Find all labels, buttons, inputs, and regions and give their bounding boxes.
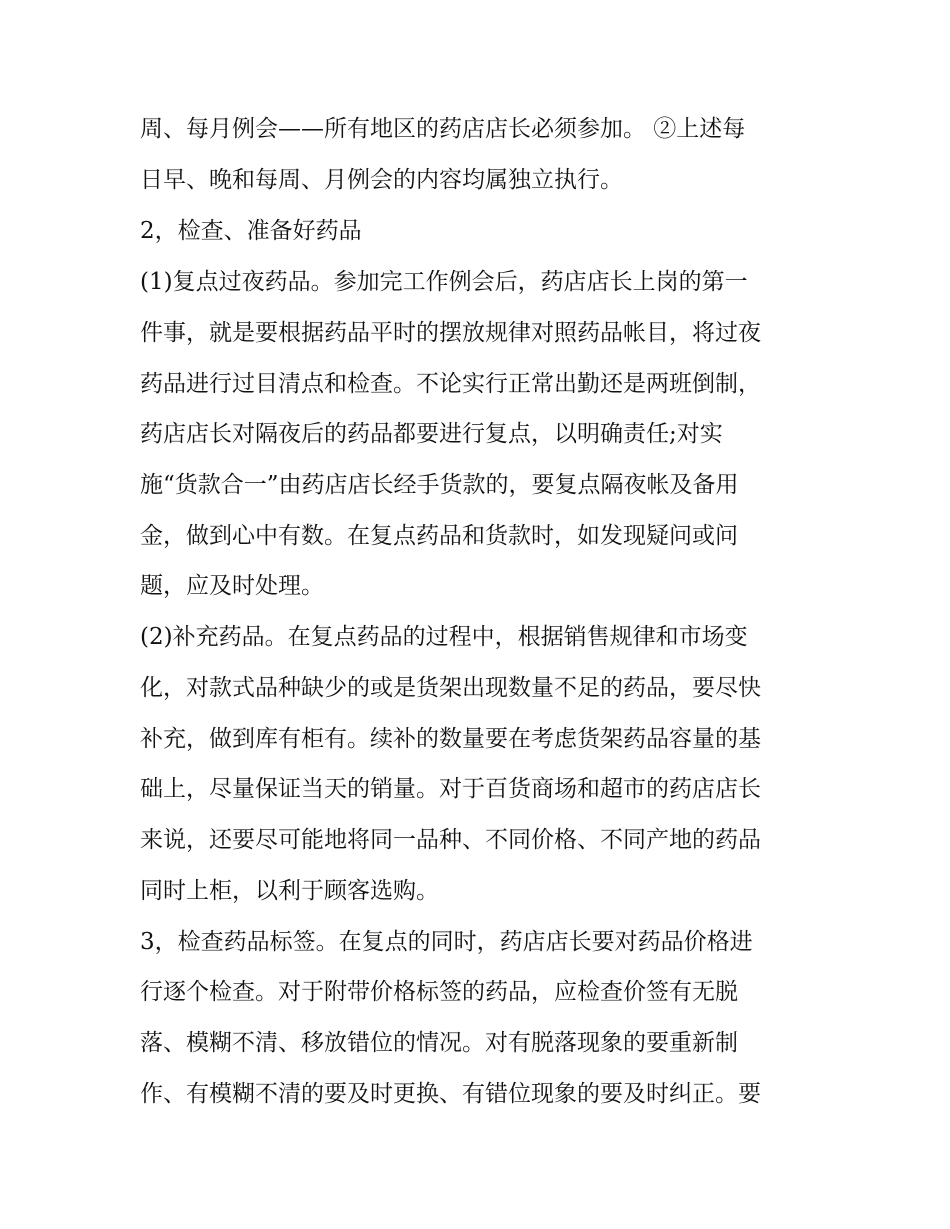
text-line: 金，做到心中有数。在复点药品和货款时，如发现疑问或问 (140, 523, 738, 549)
text-line: 日早、晚和每周、月例会的内容均属独立执行。 (140, 167, 623, 193)
text-line: 题，应及时处理。 (140, 573, 324, 599)
text-line: 化，对款式品种缺少的或是货架出现数量不足的药品，要尽快 (140, 675, 761, 701)
text-line: 行逐个检查。对于附带价格标签的药品，应检查价签有无脱 (140, 979, 738, 1005)
section-heading: 2，检查、准备好药品 (140, 218, 362, 244)
text-line: 周、每月例会——所有地区的药店店长必须参加。 ②上述每 (140, 116, 746, 142)
text-line: 施“货款合一”由药店店长经手货款的，要复点隔夜帐及备用 (140, 472, 739, 498)
text-line: 件事，就是要根据药品平时的摆放规律对照药品帐目，将过夜 (140, 320, 761, 346)
text-line: 作、有模糊不清的要及时更换、有错位现象的要及时纠正。要 (140, 1081, 761, 1107)
text-line: 落、模糊不清、移放错位的情况。对有脱落现象的要重新制 (140, 1030, 738, 1056)
text-line: 3，检查药品标签。在复点的同时，药店店长要对药品价格进 (140, 929, 753, 955)
text-line: 础上，尽量保证当天的销量。对于百货商场和超市的药店店长 (140, 776, 761, 802)
text-line: 药品进行过目清点和检查。不论实行正常出勤还是两班倒制， (140, 371, 761, 397)
text-line: 补充，做到库有柜有。续补的数量要在考虑货架药品容量的基 (140, 726, 761, 752)
text-line: 药店店长对隔夜后的药品都要进行复点，以明确责任;对实 (140, 421, 723, 447)
text-line: 同时上柜，以利于顾客选购。 (140, 878, 439, 904)
text-line: (1)复点过夜药品。参加完工作例会后，药店店长上岗的第一 (140, 269, 748, 295)
text-line: (2)补充药品。在复点药品的过程中，根据销售规律和市场变 (140, 624, 748, 650)
text-line: 来说，还要尽可能地将同一品种、不同价格、不同产地的药品 (140, 827, 761, 853)
